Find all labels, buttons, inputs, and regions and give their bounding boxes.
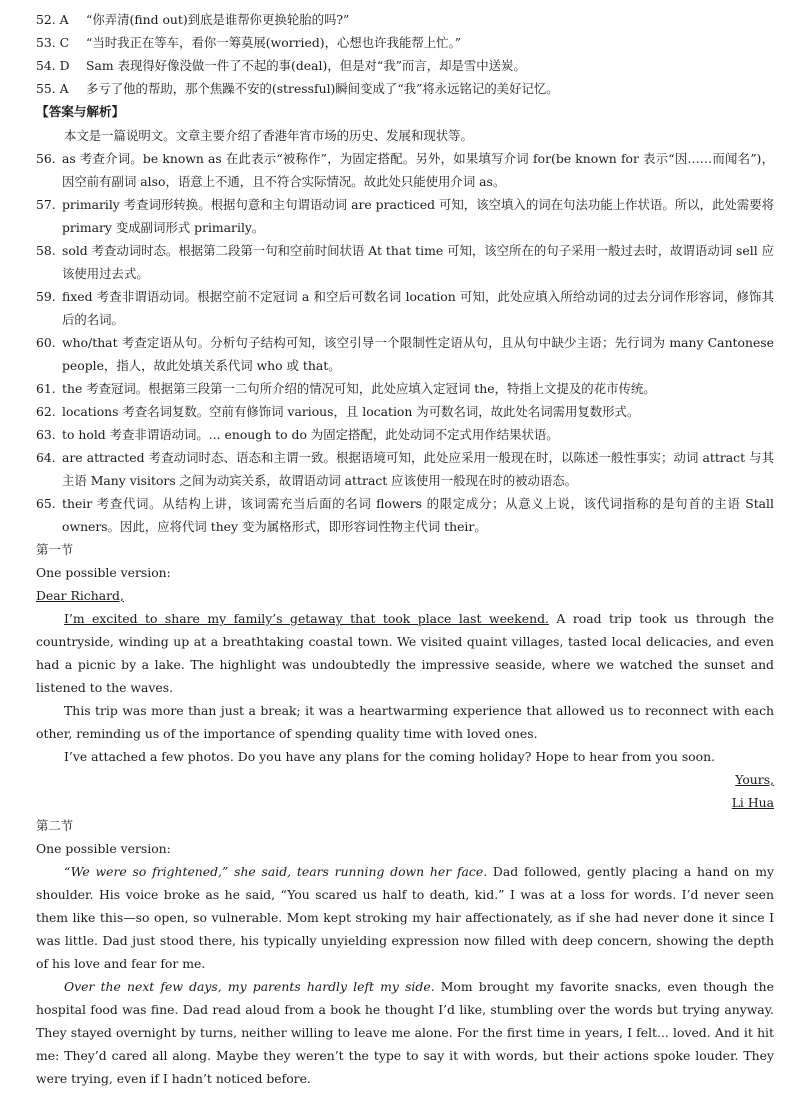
letter-opening-sentence: I’m excited to share my family’s getaway that took place last weekend.	[64, 611, 549, 626]
writing-part-1	[36, 538, 774, 814]
item-text: fixed 考查非谓语动词。根据空前不定冠词 a 和空后可数名词 location 可知，此处应填入所给动词的过去分词作形容词，修饰其后的名词。	[62, 289, 774, 327]
explanation-item	[36, 285, 774, 331]
explanation-item	[36, 193, 774, 239]
story-paragraph-1-lead: “We were so frightened,” she said, tears running down her face.	[64, 864, 488, 879]
explanation-item	[36, 423, 774, 446]
letter-paragraph-3: I’ve attached a few photos. Do you have any plans for the coming holiday? Hope to hear from you soon.	[64, 749, 716, 764]
item-number: 60.	[36, 335, 56, 350]
item-number: 64.	[36, 450, 56, 465]
explanation-item	[36, 331, 774, 377]
story-paragraph-2	[36, 975, 774, 1090]
item-number: 65.	[36, 496, 56, 511]
answer-item	[36, 54, 774, 77]
section-header: 【答案与解析】	[36, 104, 125, 119]
item-number: 59.	[36, 289, 56, 304]
letter-paragraph-1	[36, 607, 774, 699]
item-text: are attracted 考查动词时态、语态和主谓一致。根据语境可知，此处应采用一般现在时，以陈述一般性事实；动词 attract 与其主语 Many visitors 之间为动宾关系，故谓语动词 attract 应该使用一般现在时的被动语态。	[62, 450, 774, 488]
part1-version-label: One possible version:	[36, 565, 171, 580]
item-text: the 考查冠词。根据第三段第一二句所介绍的情况可知，此处应填入定冠词 the，特指上文提及的花市传统。	[62, 381, 656, 396]
explanation-list	[36, 147, 774, 538]
letter-signature: Li Hua	[731, 795, 774, 810]
top-answers	[36, 8, 774, 100]
item-text: their 考查代词。从结构上讲，该词需充当后面的名词 flowers 的限定成分；从意义上说，该代词指称的是句首的主语 Stall owners。因此，应将代词 they 变为属格形式，即形容词性物主代词 their。	[62, 496, 774, 534]
answer-text: 多亏了他的帮助，那个焦躁不安的(stressful)瞬间变成了“我”将永远铭记的美好记忆。	[86, 81, 559, 96]
item-text: sold 考查动词时态。根据第二段第一句和空前时间状语 At that time 可知，该空所在的句子采用一般过去时，故谓语动词 sell 应该使用过去式。	[62, 243, 774, 281]
explanation-item	[36, 147, 774, 193]
answer-item	[36, 31, 774, 54]
item-text: locations 考查名词复数。空前有修饰词 various，且 location 为可数名词，故此处名词需用复数形式。	[62, 404, 640, 419]
letter-salutation: Dear Richard,	[36, 588, 124, 603]
item-text: to hold 考查非谓语动词。... enough to do 为固定搭配，此处动词不定式用作结果状语。	[62, 427, 559, 442]
item-number: 63.	[36, 427, 56, 442]
explanation-item	[36, 492, 774, 538]
part1-title: 第一节	[36, 542, 74, 557]
part2-title: 第二节	[36, 818, 74, 833]
item-number: 57.	[36, 197, 56, 212]
item-text: who/that 考查定语从句。分析句子结构可知，该空引导一个限制性定语从句，且从句中缺少主语；先行词为 many Cantonese people，指人，故此处填关系代词 who 或 that。	[62, 335, 774, 373]
answer-number: 55. A	[36, 81, 69, 96]
answer-text: “你弄清(find out)到底是谁帮你更换轮胎的吗?”	[86, 12, 350, 27]
letter-paragraph-1-rest: A road trip took us through the countryside, winding up at a breathtaking coastal town. We visited quaint villages, tasted local delicacies, and even had a picnic by a lake. The highlight was undoubtedly the impressive seaside, where we watched the sunset and listened to the waves.	[36, 611, 774, 695]
story-paragraph-2-rest: Mom brought my favorite snacks, even though the hospital food was fine. Dad read aloud from a book he thought I’d like, stumbling over the words but trying anyway. They stayed overnight by turns, neither willing to leave me alone. For the first time in years, I felt... loved. And it hit me: They’d cared all along. Maybe they weren’t the type to say it with words, but their actions spoke louder. They were trying, even if I hadn’t noticed before.	[36, 979, 774, 1086]
answer-number: 52. A	[36, 12, 69, 27]
explanation-item	[36, 239, 774, 285]
item-number: 61.	[36, 381, 56, 396]
story-paragraph-1	[36, 860, 774, 975]
item-number: 58.	[36, 243, 56, 258]
answer-item	[36, 77, 774, 100]
item-text: primarily 考查词形转换。根据句意和主句谓语动词 are practiced 可知，该空填入的词在句法功能上作状语。所以，此处需要将 primary 变成副词形式 primarily。	[62, 197, 774, 235]
answer-item	[36, 8, 774, 31]
part2-version-label: One possible version:	[36, 841, 171, 856]
item-text: as 考查介词。be known as 在此表示“被称作”，为固定搭配。另外，如果填写介词 for(be known for 表示“因……而闻名”)，因空前有副词 also，语意上不通，且不符合实际情况。故此处只能使用介词 as。	[62, 151, 774, 189]
letter-closing: Yours,	[735, 772, 774, 787]
item-number: 56.	[36, 151, 56, 166]
explanation-item	[36, 446, 774, 492]
explanation-item	[36, 377, 774, 400]
answer-number: 53. C	[36, 35, 70, 50]
writing-part-2	[36, 814, 774, 1090]
story-paragraph-2-lead: Over the next few days, my parents hardly left my side.	[64, 979, 435, 994]
letter-paragraph-2: This trip was more than just a break; it was a heartwarming experience that allowed us to reconnect with each other, reminding us of the importance of spending quality time with loved ones.	[36, 703, 774, 741]
answer-text: “当时我正在等车，看你一筹莫展(worried)，心想也许我能帮上忙。”	[86, 35, 462, 50]
answer-text: Sam 表现得好像没做一件了不起的事(deal)，但是对“我”而言，却是雪中送炭。	[86, 58, 526, 73]
intro-text: 本文是一篇说明文。文章主要介绍了香港年宵市场的历史、发展和现状等。	[64, 128, 473, 143]
answer-number: 54. D	[36, 58, 70, 73]
story-paragraph-1-rest: Dad followed, gently placing a hand on my shoulder. His voice broke as he said, “You scared us half to death, kid.” I was at a loss for words. I’d never seen them like this—so open, so vulnerable. Mom kept stroking my hair affectionately, as if she had never done it since I was little. Dad just stood there, his typically unyielding expression now filled with deep concern, showing the depth of his love and fear for me.	[36, 864, 775, 971]
explanation-item	[36, 400, 774, 423]
item-number: 62.	[36, 404, 56, 419]
